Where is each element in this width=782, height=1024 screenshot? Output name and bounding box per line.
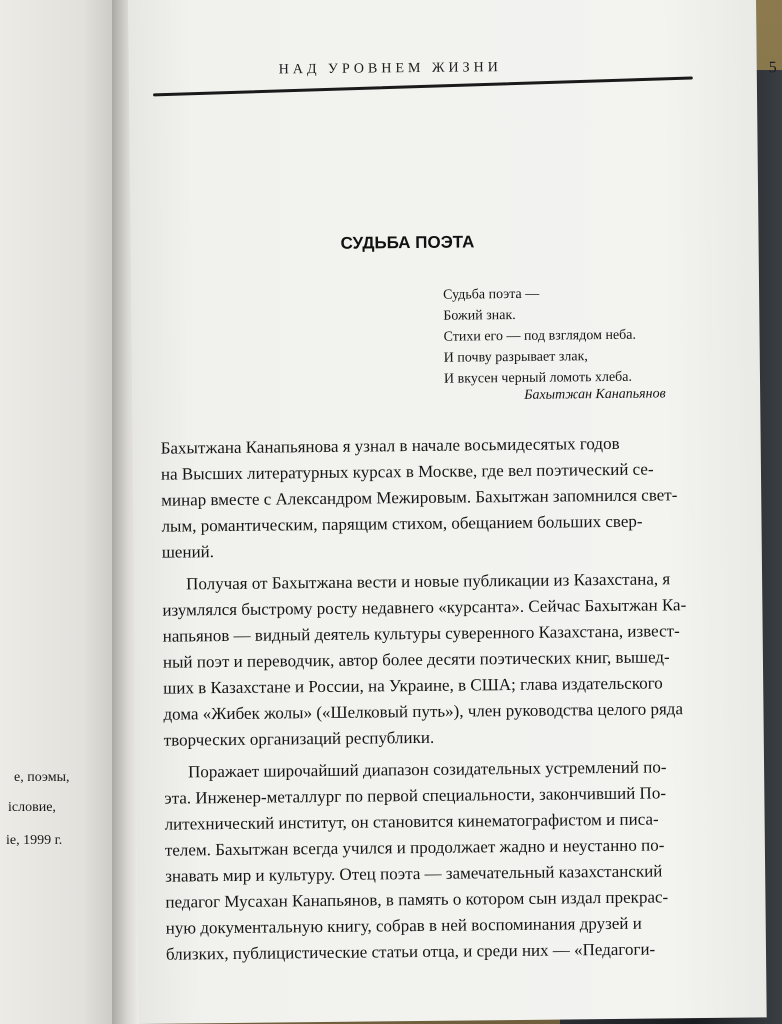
- paragraph-line: Бахытжана Канапьянова я узнал в начале восьмидесятых годов: [160, 433, 620, 458]
- epigraph-line: Стихи его — под взглядом неба.: [443, 327, 637, 345]
- paragraph-line: знавать мир и культуру. Отец поэта — замечательный казахстанский: [165, 861, 663, 886]
- paragraph-line: лым, романтическим, парящим стихом, обещанием больших свер-: [161, 511, 643, 536]
- epigraph-line: Судьба поэта —: [443, 286, 540, 303]
- header-rule: [153, 76, 693, 96]
- paragraph-line: ный поэт и переводчик, автор более десяти поэтических книг, вышед-: [162, 647, 670, 672]
- paragraph-line: творческих организаций республики.: [163, 727, 435, 750]
- paragraph-line: Получая от Бахытжана вести и новые публикации из Казахстана, я: [186, 569, 671, 594]
- epigraph-line: Божий знак.: [443, 307, 516, 324]
- paragraph-line: ную документальную книгу, собрав в ней воспоминания друзей и: [165, 913, 642, 938]
- paragraph-line: дома «Жибек жолы» («Шелковый путь»), член руководства целого ряда: [163, 699, 684, 724]
- left-page-line: ісловие,: [8, 800, 56, 815]
- epigraph: [443, 283, 637, 390]
- paragraph-line: эта. Инженер-металлург по первой специальности, закончивший По-: [164, 783, 667, 808]
- body-text: [161, 430, 727, 968]
- left-page: [0, 0, 118, 1024]
- paragraph-line: напьянов — видный деятель культуры суверенного Казахстана, извест-: [162, 621, 680, 646]
- right-page: [128, 0, 777, 1024]
- paragraph-line: минар вместе с Александром Межировым. Бахытжан запомнился свет-: [161, 485, 678, 510]
- paragraph-line: шений.: [161, 542, 215, 562]
- epigraph-line: И вкусен черный ломоть хлеба.: [443, 369, 633, 387]
- left-page-line: іе, 1999 г.: [6, 833, 63, 848]
- epigraph-line: И почву разрывает злак,: [443, 349, 588, 366]
- page-number: 5: [768, 59, 777, 77]
- paragraph-line: литехнический институт, он становится кинематографистом и писа-: [164, 809, 659, 834]
- paragraph-line: телем. Бахытжан всегда учился и продолжает жадно и неустанно по-: [164, 835, 665, 860]
- paragraph-line: близких, публицистические статьи отца, и среди них — «Педагоги-: [165, 939, 656, 964]
- paragraph-line: Поражает широчайший диапазон созидательных устремлений по-: [187, 757, 667, 782]
- running-head: НАД УРОВНЕМ ЖИЗНИ: [278, 60, 502, 78]
- paragraph-line: изумлялся быстрому росту недавнего «курсанта». Сейчас Бахытжан Ка-: [162, 595, 687, 620]
- section-title: СУДЬБА ПОЭТА: [340, 232, 475, 253]
- left-page-line: е, поэмы,: [14, 770, 70, 785]
- epigraph-author: Бахытжан Канапьянов: [524, 386, 666, 403]
- paragraph-line: ших в Казахстане и России, на Украине, в США; глава издательского: [163, 673, 663, 698]
- paragraph-line: педагог Мусахан Канапьянов, в память о котором сын издал прекрас-: [165, 887, 669, 912]
- paragraph-line: на Высших литературных курсах в Москве, где вел поэтический се-: [160, 459, 654, 484]
